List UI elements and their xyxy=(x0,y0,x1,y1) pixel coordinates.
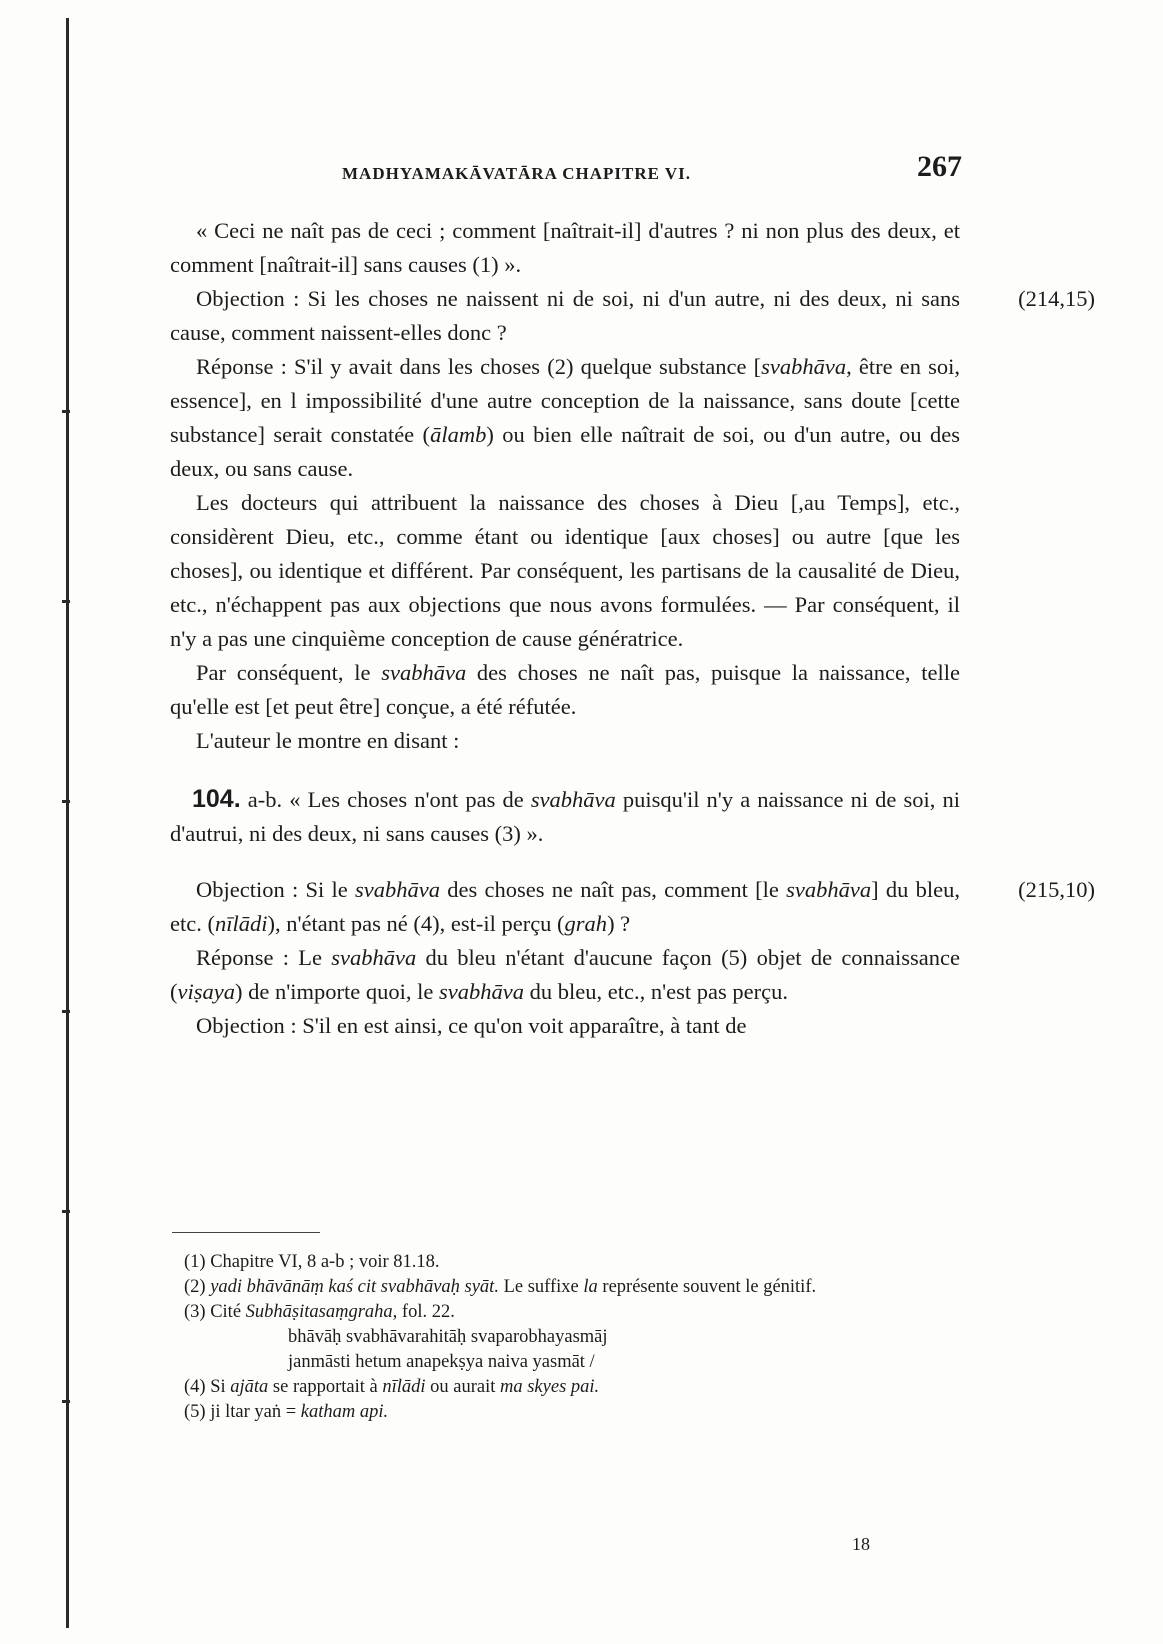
verse-104: 104. a-b. « Les choses n'ont pas de svabhāva puisqu'il n'y a naissance ni de soi, ni d'autrui, ni des deux, ni sans causes (3) ». xyxy=(170,785,960,846)
paragraph-objection-3: Objection : S'il en est ainsi, ce qu'on voit apparaître, à tant de xyxy=(196,1013,747,1038)
objection-block xyxy=(170,282,1095,350)
page-number: 267 xyxy=(917,150,962,183)
sanskrit-term: svabhāva xyxy=(761,354,847,379)
paragraph-response: Réponse : S'il y avait dans les choses (2) quelque substance [svabhāva, être en soi, essence], en l impossibilité d'une autre conception de la naissance, sans doute [cette substance] serait constatée (ālamb) ou bien elle naîtrait de soi, ou d'un autre, ou des deux, ou sans cause. xyxy=(170,354,961,481)
footnote-1: (1) Chapitre VI, 8 a-b ; voir 81.18. xyxy=(184,1252,440,1272)
page-header xyxy=(172,150,962,190)
binding-mark xyxy=(62,800,70,803)
paragraph-doctors: Les docteurs qui attribuent la naissance des choses à Dieu [,au Temps], etc., considèrent Dieu, etc., comme étant ou identique [aux choses] ou autre [que les choses], ou identique et différent. Par conséquent, les partisans de la causalité de Dieu, etc., n'échappent pas aux objections que nous avons formulées. — Par conséquent, il n'y a pas une cinquième conception de cause génératrice. xyxy=(170,490,960,651)
sanskrit-term: svabhāva xyxy=(530,787,616,812)
sanskrit-term: svabhāva xyxy=(381,660,467,685)
footnote-3-verse-line: bhāvāḥ svabhāvarahitāḥ svaparobhayasmāj xyxy=(288,1327,608,1347)
objection-block-2 xyxy=(170,873,1095,941)
paragraph-conclusion: Par conséquent, le svabhāva des choses ne naît pas, puisque la naissance, telle qu'elle est [et peut être] conçue, a été réfutée. xyxy=(170,660,960,719)
binding-mark xyxy=(62,410,70,413)
footnote-2: (2) yadi bhāvānāṃ kaś cit svabhāvaḥ syāt. Le suffixe la représente souvent le génitif. xyxy=(184,1277,817,1297)
paragraph-intro-verse: L'auteur le montre en disant : xyxy=(196,728,460,753)
binding-edge xyxy=(66,18,69,1628)
paragraph-quote: « Ceci ne naît pas de ceci ; comment [naîtrait-il] d'autres ? ni non plus des deux, et comment [naîtrait-il] sans causes (1) ». xyxy=(170,218,960,277)
paragraph-objection-2: Objection : Si le svabhāva des choses ne naît pas, comment [le svabhāva] du bleu, etc. (nīlādi), n'étant pas né (4), est-il perçu (grah) ? xyxy=(170,877,961,936)
footnotes xyxy=(166,1250,962,1425)
margin-reference: (214,15) xyxy=(1018,286,1095,311)
binding-mark xyxy=(62,1400,70,1403)
binding-mark xyxy=(62,1010,70,1013)
paragraph-response-2: Réponse : Le svabhāva du bleu n'étant d'aucune façon (5) objet de connaissance (viṣaya) de n'importe quoi, le svabhāva du bleu, etc., n'est pas perçu. xyxy=(170,945,961,1004)
footnote-3-verse-line: janmāsti hetum anapekṣya naiva yasmāt / xyxy=(288,1352,595,1372)
footnote-separator xyxy=(172,1232,320,1233)
binding-mark xyxy=(62,600,70,603)
signature-mark: 18 xyxy=(852,1534,870,1554)
footnote-3: (3) Cité Subhāṣitasaṃgraha, fol. 22. xyxy=(184,1302,455,1322)
verse-number: 104. xyxy=(192,785,241,813)
sanskrit-term: ālamb xyxy=(430,422,487,447)
margin-reference: (215,10) xyxy=(1018,877,1095,902)
binding-mark xyxy=(62,1210,70,1213)
running-title: MADHYAMAKĀVATĀRA CHAPITRE VI. xyxy=(342,164,692,183)
main-text xyxy=(170,214,1095,1043)
footnote-5: (5) ji ltar yaṅ = katham api. xyxy=(184,1402,389,1422)
footnote-4: (4) Si ajāta se rapportait à nīlādi ou aurait ma skyes pai. xyxy=(184,1377,600,1397)
paragraph-objection: Objection : Si les choses ne naissent ni de soi, ni d'un autre, ni des deux, ni sans cause, comment naissent-elles donc ? xyxy=(170,286,960,345)
